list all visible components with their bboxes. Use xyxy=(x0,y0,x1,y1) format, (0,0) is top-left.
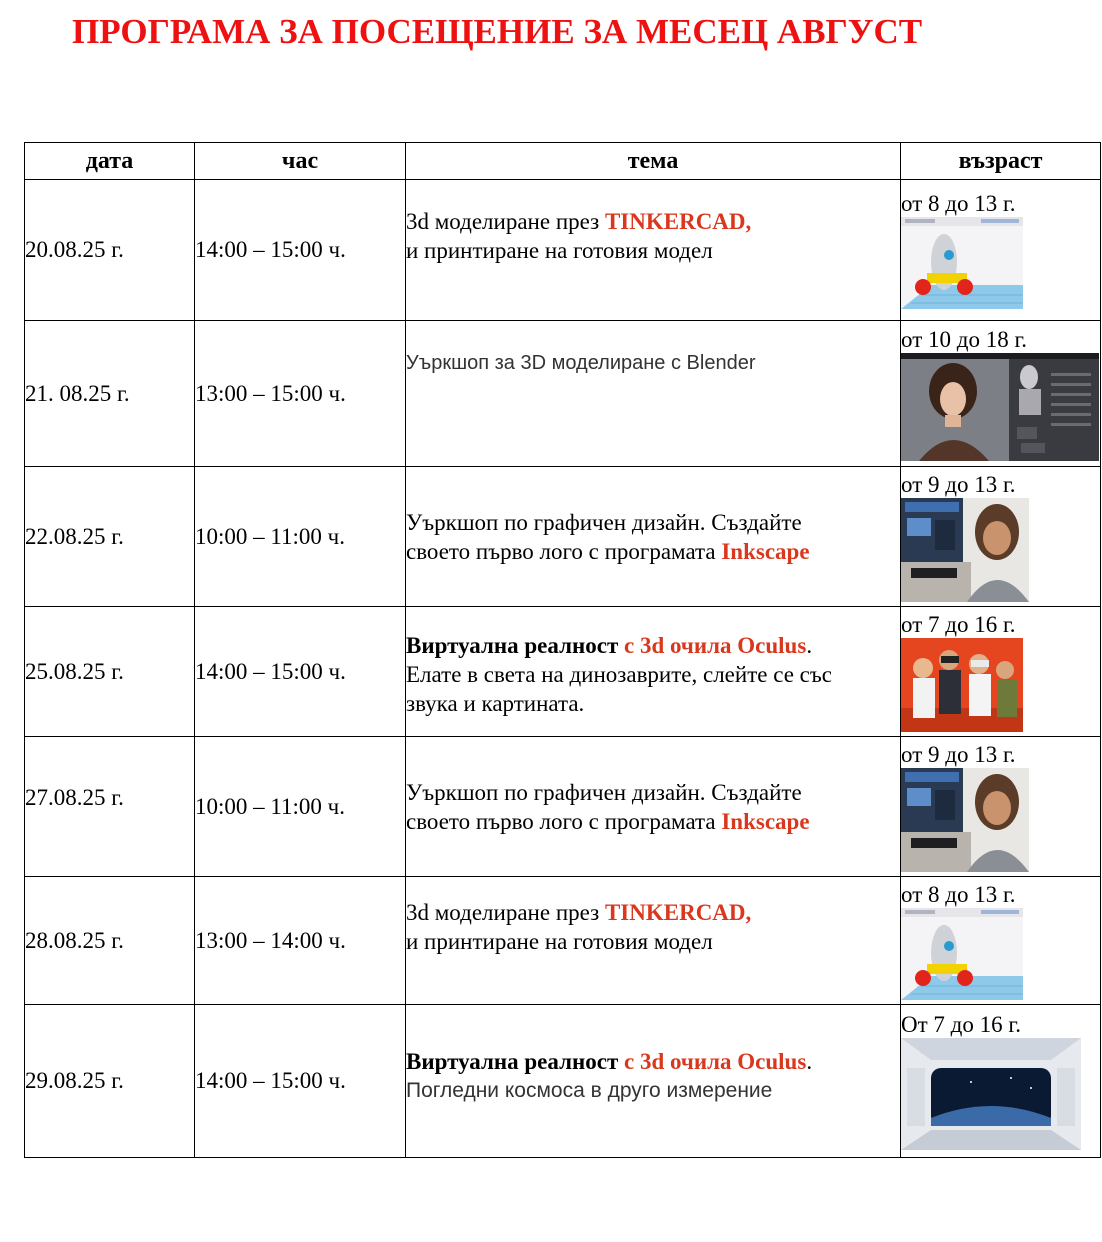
topic-highlight: Inkscape xyxy=(721,808,810,834)
graphic-design-photo xyxy=(901,498,1100,602)
row-age xyxy=(901,737,1101,877)
row-date: 29.08.25 г. xyxy=(25,1005,195,1158)
row-time: 13:00 – 15:00 ч. xyxy=(195,321,406,467)
topic-text: 3d моделиране през xyxy=(406,209,605,234)
topic-text: и принтиране на готовия модел xyxy=(406,238,713,263)
row-topic: Виртуална реалност с 3d очила Oculus. Погледни космоса в друго измерение xyxy=(406,1005,901,1158)
row-time: 10:00 – 11:00 ч. xyxy=(195,737,406,877)
row-date: 27.08.25 г. xyxy=(25,737,195,877)
header-time: час xyxy=(195,143,406,180)
topic-text: Уъркшоп за 3D моделиране с Blender xyxy=(406,352,756,374)
topic-highlight: с 3d очила Oculus xyxy=(624,1049,807,1074)
topic-highlight: Inkscape xyxy=(721,538,810,564)
topic-text: Погледни космоса в друго измерение xyxy=(406,1079,773,1102)
age-range: от 10 до 18 г. xyxy=(901,326,1028,352)
row-date: 22.08.25 г. xyxy=(25,467,195,607)
header-age: възраст xyxy=(901,143,1101,180)
table-header-row xyxy=(25,143,1101,180)
row-time: 14:00 – 15:00 ч. xyxy=(195,1005,406,1158)
row-time: 13:00 – 14:00 ч. xyxy=(195,877,406,1005)
row-topic xyxy=(406,737,901,877)
age-range: от 8 до 13 г. xyxy=(901,881,1016,907)
vr-kids-photo xyxy=(901,638,1100,732)
page-title: ПРОГРАМА ЗА ПОСЕЩЕНИЕ ЗА МЕСЕЦ АВГУСТ xyxy=(72,12,923,51)
topic-text: своето първо лого с програмата xyxy=(406,538,722,564)
table-row xyxy=(25,1005,1101,1158)
tinkercad-rocket-image xyxy=(901,908,1100,1000)
table-row xyxy=(25,607,1101,737)
table-row xyxy=(25,321,1101,467)
age-range: от 9 до 13 г. xyxy=(901,741,1016,767)
topic-text: звука и картината. xyxy=(406,691,585,716)
row-age xyxy=(901,321,1101,467)
row-date: 20.08.25 г. xyxy=(25,180,195,321)
row-age xyxy=(901,1005,1101,1158)
row-date: 25.08.25 г. xyxy=(25,607,195,737)
topic-text: Виртуална реалност xyxy=(406,1049,624,1074)
row-age xyxy=(901,467,1101,607)
topic-highlight: с 3d очила Oculus xyxy=(624,633,807,658)
row-age xyxy=(901,877,1101,1005)
row-topic xyxy=(406,321,901,467)
row-time: 14:00 – 15:00 ч. xyxy=(195,180,406,321)
age-range: От 7 до 16 г. xyxy=(901,1012,1021,1037)
topic-text: Уъркшоп по графичен дизайн. Създайте xyxy=(406,779,802,805)
age-range: от 7 до 16 г. xyxy=(901,611,1016,637)
header-date: дата xyxy=(25,143,195,180)
row-date: 21. 08.25 г. xyxy=(25,321,195,467)
row-time: 14:00 – 15:00 ч. xyxy=(195,607,406,737)
topic-text: Виртуална реалност xyxy=(406,633,624,658)
row-topic: Виртуална реалност с 3d очила Oculus. Елате в света на динозаврите, слейте се със звука и картината. xyxy=(406,607,901,737)
age-range: от 9 до 13 г. xyxy=(901,471,1016,497)
topic-highlight: TINKERCAD, xyxy=(604,899,752,925)
blender-character-image xyxy=(901,353,1100,461)
topic-highlight: TINKERCAD, xyxy=(604,209,752,234)
row-time: 10:00 – 11:00 ч. xyxy=(195,467,406,607)
tinkercad-rocket-image xyxy=(901,217,1100,309)
topic-text: 3d моделиране през xyxy=(406,899,605,925)
graphic-design-photo xyxy=(901,768,1100,872)
row-topic xyxy=(406,877,901,1005)
table-row xyxy=(25,467,1101,607)
row-date: 28.08.25 г. xyxy=(25,877,195,1005)
table-row xyxy=(25,180,1101,321)
table-row xyxy=(25,877,1101,1005)
row-topic xyxy=(406,467,901,607)
topic-text: и принтиране на готовия модел xyxy=(406,928,713,954)
topic-text: своето първо лого с програмата xyxy=(406,808,722,834)
age-range: от 8 до 13 г. xyxy=(901,191,1016,216)
space-station-image xyxy=(901,1038,1100,1150)
row-age xyxy=(901,180,1101,321)
row-age xyxy=(901,607,1101,737)
topic-text: Уъркшоп по графичен дизайн. Създайте xyxy=(406,509,802,535)
row-topic xyxy=(406,180,901,321)
schedule-table xyxy=(24,142,1101,1158)
header-topic: тема xyxy=(406,143,901,180)
table-row xyxy=(25,737,1101,877)
topic-text: Елате в света на динозаврите, слейте се със xyxy=(406,662,832,687)
